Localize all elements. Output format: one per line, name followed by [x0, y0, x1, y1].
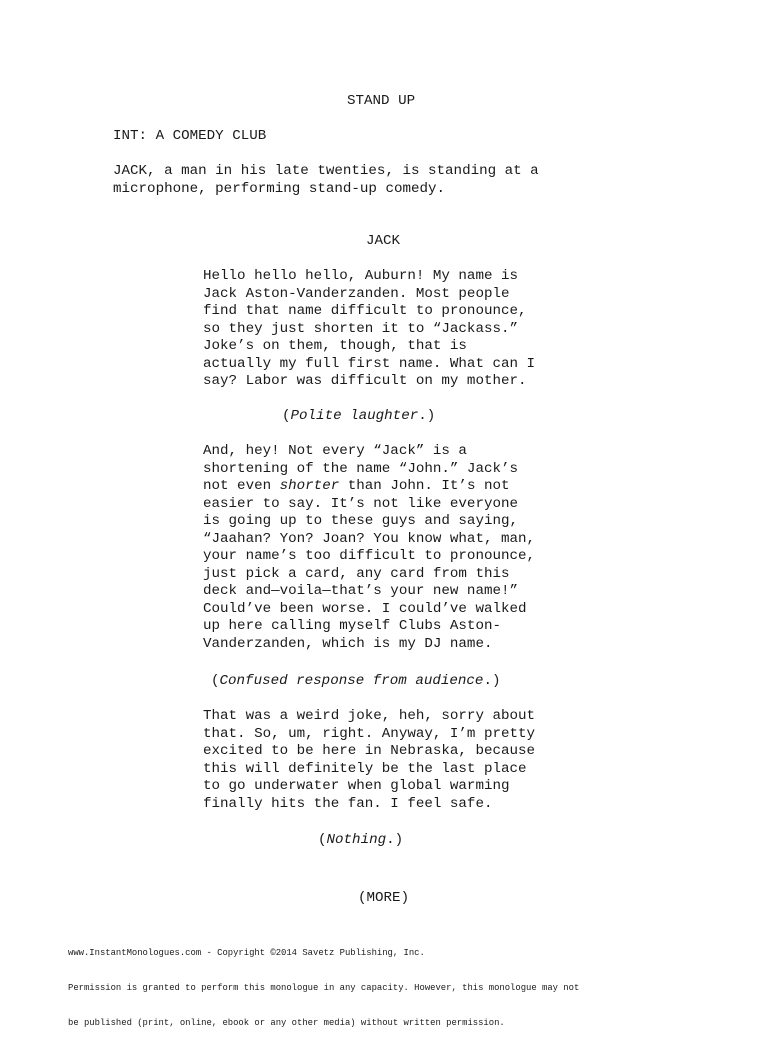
parenthetical — [318, 832, 403, 850]
dialogue-text: not even — [203, 478, 280, 494]
parenthetical — [282, 408, 435, 426]
dialogue-line — [203, 478, 510, 496]
paren-open: ( — [211, 673, 220, 689]
dialogue-line: And, hey! Not every “Jack” is a — [203, 443, 467, 459]
dialogue-text: than John. It’s not — [339, 478, 510, 494]
dialogue-line: Hello hello hello, Auburn! My name is — [203, 268, 519, 284]
dialogue-line: to go underwater when global warming — [203, 778, 510, 794]
dialogue-line: say? Labor was difficult on my mother. — [203, 373, 527, 389]
footer-line: be published (print, online, ebook or any other media) without written permission. — [68, 1018, 505, 1029]
dialogue-line: your name’s too difficult to pronounce, — [203, 548, 536, 564]
paren-open: ( — [282, 408, 291, 424]
footer-line: www.InstantMonologues.com - Copyright ©2014 Savetz Publishing, Inc. — [68, 947, 425, 958]
character-name: JACK — [366, 233, 401, 249]
dialogue-line: That was a weird joke, heh, sorry about — [203, 708, 536, 724]
more-continuation: (MORE) — [358, 890, 410, 906]
action-line: JACK, a man in his late twenties, is standing at a — [113, 163, 539, 179]
dialogue-line: deck and—voila—that’s your new name!” — [203, 583, 519, 599]
script-title: STAND UP — [347, 93, 416, 109]
scene-heading: INT: A COMEDY CLUB — [113, 128, 267, 144]
dialogue-line: Jack Aston-Vanderzanden. Most people — [203, 285, 510, 302]
copyright-footer — [68, 924, 579, 1054]
parenthetical-text: Nothing — [326, 832, 387, 848]
dialogue-line: finally hits the fan. I feel safe. — [203, 795, 493, 812]
dialogue-line: “Jaahan? Yon? Joan? You know what, man, — [203, 530, 536, 547]
parenthetical — [211, 673, 500, 691]
dialogue-line: is going up to these guys and saying, — [203, 513, 519, 529]
dialogue-line: actually my full first name. What can I — [203, 355, 536, 372]
dialogue-line: easier to say. It’s not like everyone — [203, 495, 519, 512]
emphasis-text: shorter — [279, 478, 340, 494]
parenthetical-text: Confused response from audience — [219, 673, 484, 689]
dialogue-line: excited to be here in Nebraska, because — [203, 743, 536, 759]
dialogue-line: find that name difficult to pronounce, — [203, 303, 527, 319]
dialogue-line: just pick a card, any card from this — [203, 565, 510, 582]
dialogue-line: Vanderzanden, which is my DJ name. — [203, 635, 493, 652]
parenthetical-text: Polite laughter — [290, 408, 419, 424]
dialogue-line: Joke’s on them, though, that is — [203, 338, 467, 354]
footer-line: Permission is granted to perform this monologue in any capacity. However, this monologue may not — [68, 982, 580, 993]
paren-close: .) — [386, 832, 404, 848]
paren-close: .) — [483, 673, 501, 689]
dialogue-line: that. So, um, right. Anyway, I’m pretty — [203, 725, 536, 742]
dialogue-line: this will definitely be the last place — [203, 760, 527, 777]
dialogue-line: so they just shorten it to “Jackass.” — [203, 320, 519, 337]
paren-open: ( — [318, 832, 327, 848]
action-line: microphone, performing stand-up comedy. — [113, 180, 446, 197]
dialogue-line: up here calling myself Clubs Aston- — [203, 618, 501, 634]
dialogue-line: Could’ve been worse. I could’ve walked — [203, 600, 527, 617]
paren-close: .) — [418, 408, 436, 424]
dialogue-line: shortening of the name “John.” Jack’s — [203, 460, 519, 477]
